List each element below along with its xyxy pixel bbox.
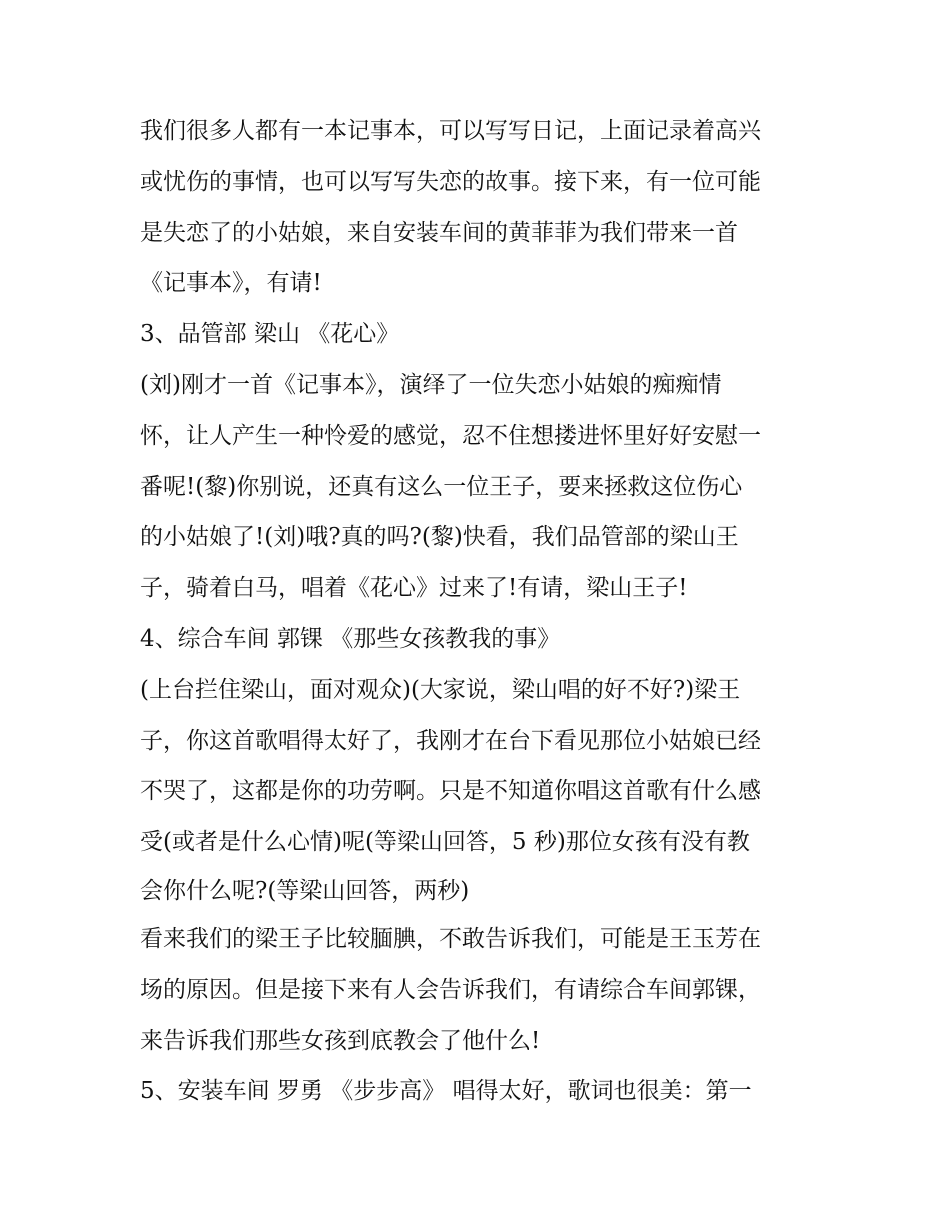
paragraph-line: 我们很多人都有一本记事本，可以写写日记，上面记录着高兴 bbox=[140, 118, 761, 144]
paragraph-line: 子，你这首歌唱得太好了，我刚才在台下看见那位小姑娘已经 bbox=[140, 727, 761, 754]
paragraph-line: 子，骑着白马，唱着《花心》过来了!有请，梁山王子! bbox=[140, 575, 688, 602]
paragraph-line: 《记事本》，有请! bbox=[140, 270, 322, 297]
paragraph-line: 番呢!(黎)你别说，还真有这么一位王子，要来拯救这位伤心 bbox=[140, 473, 743, 500]
document-body bbox=[140, 106, 820, 1117]
paragraph-line: 不哭了，这都是你的功劳啊。只是不知道你唱这首歌有什么感 bbox=[140, 778, 761, 805]
paragraph-line: 的小姑娘了!(刘)哦?真的吗?(黎)快看，我们品管部的梁山王 bbox=[140, 524, 739, 551]
paragraph-line: (上台拦住梁山，面对观众)(大家说，梁山唱的好不好?)梁王 bbox=[140, 676, 741, 703]
section-heading: 4、综合车间 郭锞 《那些女孩教我的事》 bbox=[140, 625, 561, 652]
paragraph-line: 或忧伤的事情，也可以写写失恋的故事。接下来，有一位可能 bbox=[140, 168, 761, 195]
paragraph-line: (刘)刚才一首《记事本》，演绎了一位失恋小姑娘的痴痴情 bbox=[140, 371, 722, 398]
paragraph-line: 受(或者是什么心情)呢(等梁山回答，5 秒)那位女孩有没有教 bbox=[140, 829, 750, 856]
paragraph-line: 看来我们的梁王子比较腼腆，不敢告诉我们，可能是王玉芳在 bbox=[140, 925, 761, 952]
paragraph-line: 场的原因。但是接下来有人会告诉我们，有请综合车间郭锞， bbox=[140, 976, 761, 1003]
paragraph-line: 会你什么呢?(等梁山回答，两秒) bbox=[140, 877, 470, 904]
section-heading: 3、品管部 梁山 《花心》 bbox=[140, 321, 400, 348]
section-heading: 5、安装车间 罗勇 《步步高》 唱得太好，歌词也很美：第一 bbox=[140, 1078, 752, 1105]
paragraph-line: 来告诉我们那些女孩到底教会了他什么! bbox=[140, 1027, 541, 1054]
paragraph-line: 怀，让人产生一种怜爱的感觉，忍不住想搂进怀里好好安慰一 bbox=[140, 422, 761, 449]
paragraph-line: 是失恋了的小姑娘，来自安装车间的黄菲菲为我们带来一首 bbox=[140, 219, 738, 246]
